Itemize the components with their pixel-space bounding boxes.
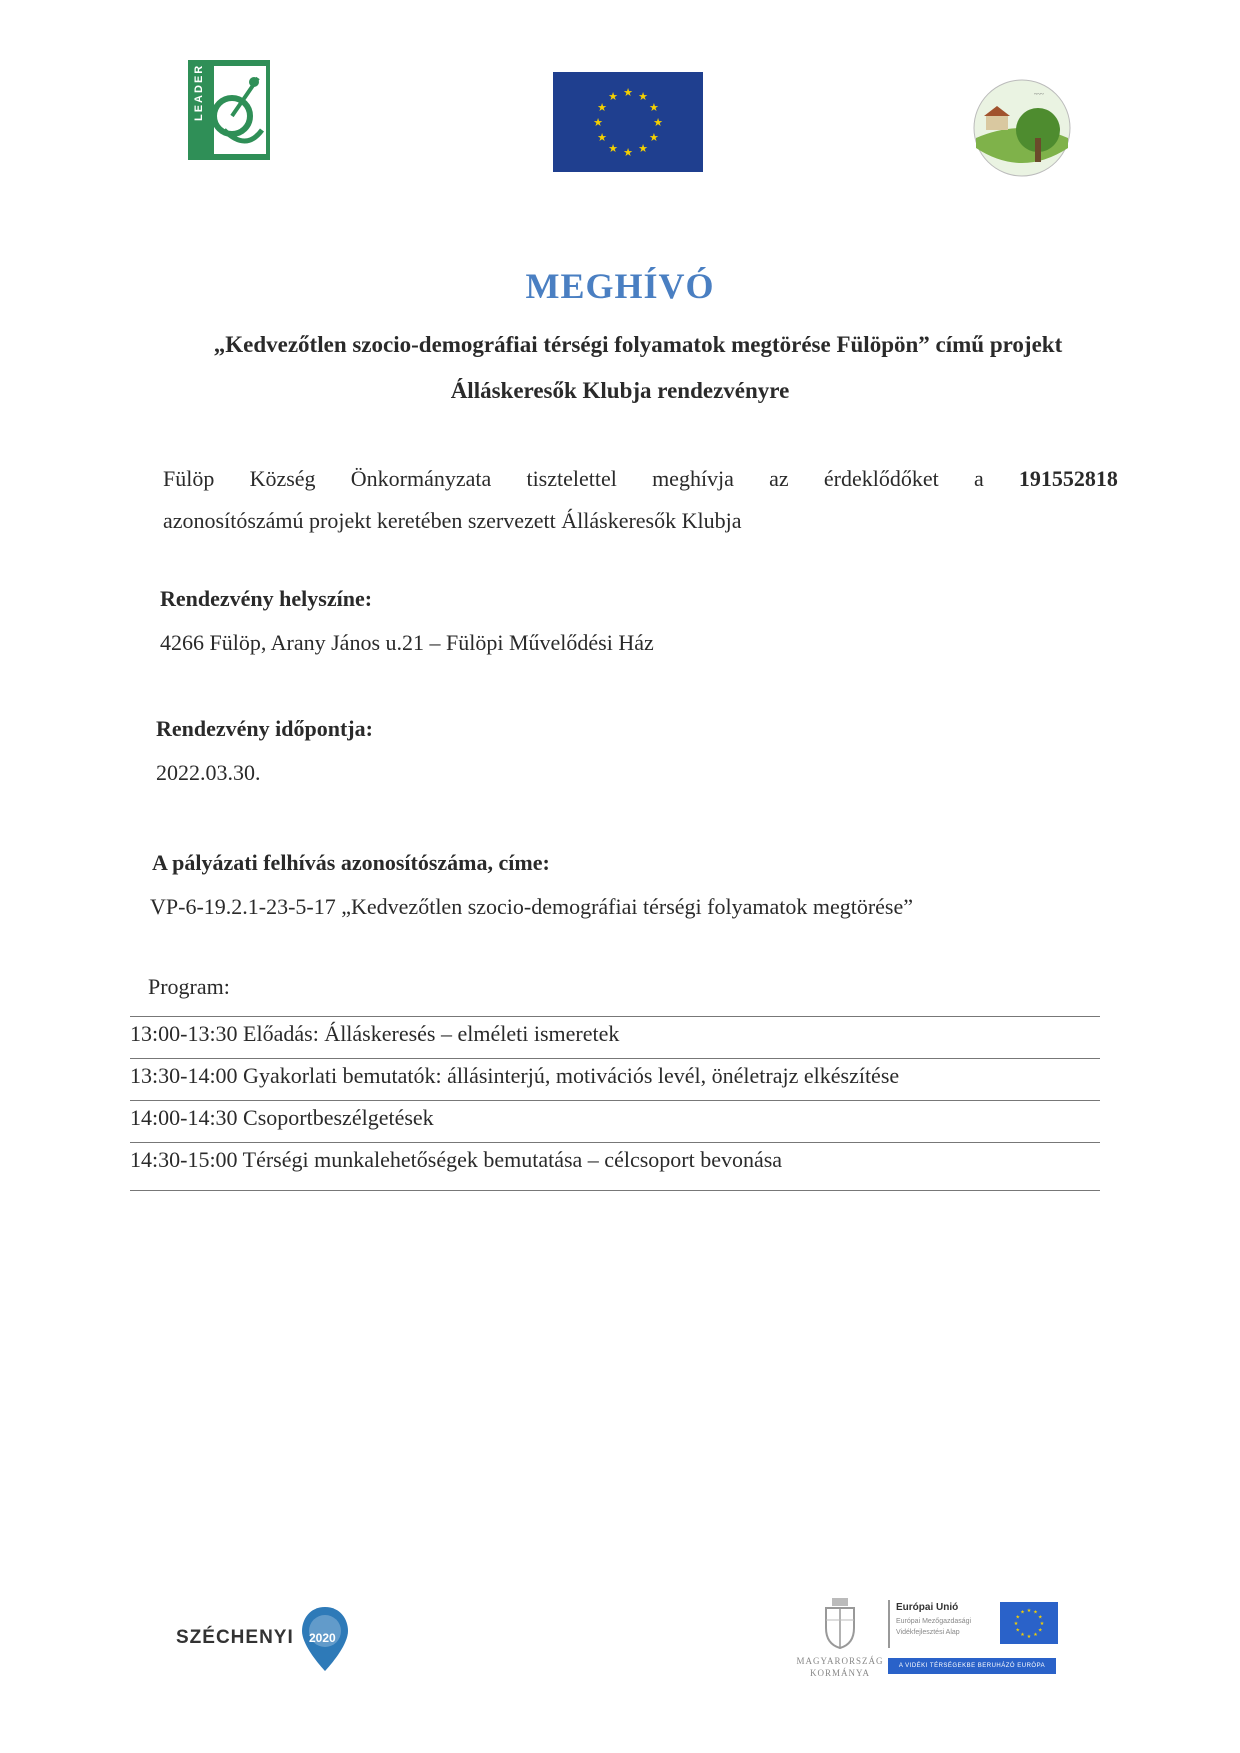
star-icon: ★ xyxy=(623,146,633,159)
eu-banner: A VIDÉKI TÉRSÉGEKBE BERUHÁZÓ EURÓPA xyxy=(888,1658,1056,1674)
star-icon: ★ xyxy=(1020,1610,1025,1616)
subtitle-line-2: Álláskeresők Klubja rendezvényre xyxy=(450,378,790,403)
intro-word: a xyxy=(973,466,984,491)
leader-logo xyxy=(188,60,270,160)
program-bottom-rule xyxy=(130,1190,1100,1191)
star-icon: ★ xyxy=(1033,1610,1038,1616)
star-icon: ★ xyxy=(1026,1608,1032,1614)
star-icon: ★ xyxy=(1013,1621,1019,1627)
program-item: 14:30-15:00 Térségi munkalehetőségek bemutatása – célcsoport bevonása xyxy=(130,1147,783,1172)
intro-word: Fülöp xyxy=(163,466,215,491)
star-icon: ★ xyxy=(1033,1633,1038,1639)
star-icon: ★ xyxy=(1039,1621,1045,1627)
eu-line-2: Vidékfejlesztési Alap xyxy=(896,1629,960,1636)
intro-word: Önkormányzata xyxy=(350,466,492,491)
call-value: VP-6-19.2.1-23-5-17 „Kedvezőtlen szocio-demográfiai térségi folyamatok megtörése” xyxy=(150,894,914,919)
program-row xyxy=(130,1016,1100,1047)
intro-word: meghívja xyxy=(652,466,734,491)
intro-line-2: azonosítószámú projekt keretében szervezett Álláskeresők Klubja xyxy=(163,508,742,533)
date-label: Rendezvény időpontja: xyxy=(156,716,373,741)
program-item: 14:00-14:30 Csoportbeszélgetések xyxy=(130,1105,434,1130)
magyarorszag-kormanya-logo xyxy=(790,1598,890,1688)
eu-emva-logo xyxy=(888,1600,1060,1686)
program-item: 13:30-14:00 Gyakorlati bemutatók: állásinterjú, motivációs levél, önéletrajz elkészítése xyxy=(130,1063,900,1088)
star-icon: ★ xyxy=(597,101,607,114)
location-label: Rendezvény helyszíne: xyxy=(160,586,373,611)
star-icon: ★ xyxy=(638,90,648,103)
program-row xyxy=(130,1100,1100,1131)
project-id: 191552818 xyxy=(1018,466,1118,491)
intro-line-1 xyxy=(163,466,1118,492)
program-item: 13:00-13:30 Előadás: Álláskeresés – elméleti ismeretek xyxy=(130,1021,620,1046)
gov-line-1: MAGYARORSZÁG xyxy=(796,1656,884,1666)
star-icon: ★ xyxy=(653,116,663,129)
star-icon: ★ xyxy=(1038,1615,1043,1621)
star-icon: ★ xyxy=(638,142,648,155)
star-icon: ★ xyxy=(623,86,633,99)
intro-word: tisztelettel xyxy=(526,466,617,491)
star-icon: ★ xyxy=(1020,1633,1025,1639)
coat-of-arms-icon xyxy=(820,1598,860,1650)
intro-word: Község xyxy=(249,466,316,491)
subtitle-line-1: „Kedvezőtlen szocio-demográfiai térségi folyamatok megtörése Fülöpön” című projekt xyxy=(213,332,1063,357)
program-label: Program: xyxy=(148,974,230,999)
star-icon: ★ xyxy=(597,131,607,144)
call-label: A pályázati felhívás azonosítószáma, címe: xyxy=(152,850,550,875)
star-icon: ★ xyxy=(1026,1634,1032,1640)
star-icon: ★ xyxy=(1015,1615,1020,1621)
eu-small-flag-icon xyxy=(1000,1602,1058,1644)
szechenyi-year: 2020 xyxy=(309,1631,336,1645)
eu-title: Európai Unió xyxy=(896,1602,959,1613)
page-title: MEGHÍVÓ xyxy=(525,266,715,306)
szechenyi-logo xyxy=(176,1605,356,1675)
star-icon: ★ xyxy=(649,131,659,144)
gov-line-2: KORMÁNYA xyxy=(809,1668,870,1678)
star-icon: ★ xyxy=(608,90,618,103)
program-row xyxy=(130,1142,1100,1173)
svg-text:~~~: ~~~ xyxy=(1034,92,1044,98)
village-logo xyxy=(972,78,1072,178)
leader-text: LEADER xyxy=(193,63,205,121)
star-icon: ★ xyxy=(593,116,603,129)
intro-word: az xyxy=(769,466,789,491)
intro-word: érdeklődőket xyxy=(823,466,939,491)
date-value: 2022.03.30. xyxy=(156,760,261,785)
eu-flag-logo xyxy=(553,72,703,172)
star-icon: ★ xyxy=(1015,1628,1020,1634)
location-value: 4266 Fülöp, Arany János u.21 – Fülöpi Művelődési Ház xyxy=(160,630,654,655)
szechenyi-text: SZÉCHENYI xyxy=(176,1627,294,1648)
star-icon: ★ xyxy=(1038,1628,1043,1634)
eu-line-1: Európai Mezőgazdasági xyxy=(896,1618,972,1625)
program-row xyxy=(130,1058,1100,1089)
star-icon: ★ xyxy=(649,101,659,114)
star-icon: ★ xyxy=(608,142,618,155)
